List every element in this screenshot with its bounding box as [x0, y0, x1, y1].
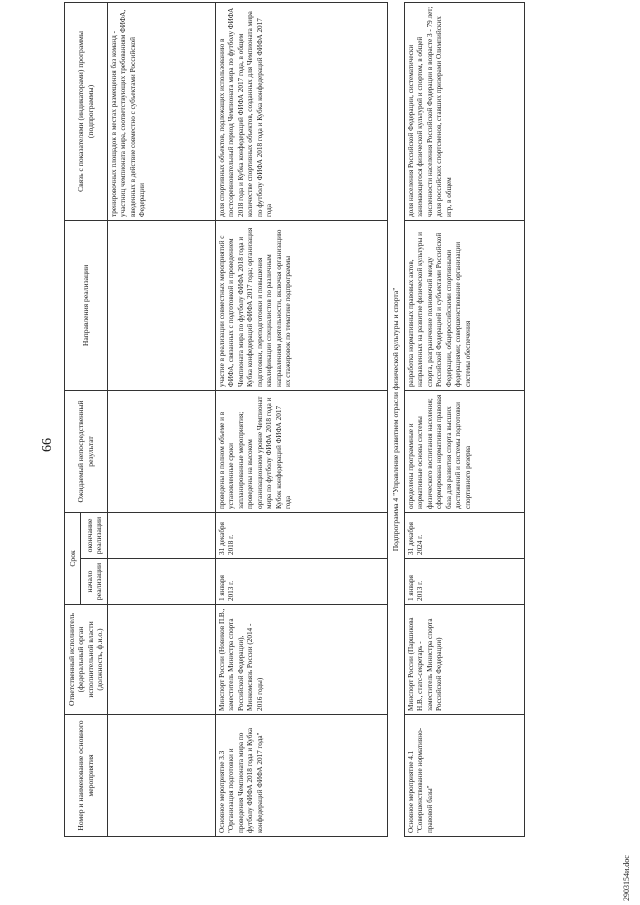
cell-directions: разработка нормативных правовых актов, направленных на развитие физической культуры и спорта, разграничение полномочий между Российской Федерацией и субъектами Российской Федерации, общероссийскими спортивными федерациями; совершенствование организации системы обеспечения — [404, 220, 524, 390]
cell-expected-result: проведены в полном объеме и в установленные сроки запланированные мероприятия; проведены на высоком организационном уровне Чемпионат мира по футболу ФИФА 2018 года и Кубок конфедераций ФИФА 2017 года — [215, 390, 387, 512]
subprogram-row — [387, 2, 404, 836]
header-end: окончание реализации — [81, 512, 108, 558]
cell-responsible: Минспорт России (Паршикова Н.В., статс-секретарь - заместитель Министра спорта Российской Федерации) — [404, 605, 524, 715]
header-expected-result: Ожидаемый непосредственный результат — [65, 390, 108, 512]
cell-expected-result: определены программные и нормативные основы системы физического воспитания населения; сформирована нормативная правовая база для развития спорта высших достижений и системы подготовки спортивного резерва — [404, 390, 524, 512]
header-directions: Направления реализации — [65, 220, 108, 390]
measures-table — [64, 2, 525, 837]
cell-end-date: 31 декабря 2018 г. — [215, 512, 387, 558]
table-row — [215, 2, 387, 836]
cell-start-date: 1 января 2013 г. — [215, 559, 387, 605]
table-row — [107, 2, 215, 836]
cell-indicators: доля населения Российской Федерации, систематически занимающегося физической культурой и спортом, в общей численности населения Российской Федерации в возрасте 3 - 79 лет; доля российских спортсменов, ставших призерами Олимпийских игр, в общем — [404, 2, 524, 220]
cell-measure-name: Основное мероприятие 4.1 "Совершенствование нормативно-правовой базы" — [404, 715, 524, 837]
cell-directions: участие в реализации совместных мероприятий с ФИФА, связанных с подготовкой и проведением Чемпионата мира по футболу ФИФА 2018 года и Кубка конфедераций ФИФА 2017 года; организация подготовки, переподготовки и повышения квалификации специалистов по различным направлениям деятельности, включая организацию их стажировок по тематике подпрограммы — [215, 220, 387, 390]
cell-measure-name: Основное мероприятие 3.3 "Организация подготовки и проведения Чемпионата мира по футболу ФИФА 2018 года и Кубка конфедераций ФИФА 2017 года" — [215, 715, 387, 837]
page-number: 66 — [40, 438, 55, 452]
subprogram-title: Подпрограмма 4 "Управление развитием отрасли физической культуры и спорта" — [387, 2, 404, 836]
header-term: Срок — [65, 512, 81, 604]
document-id: 2903154и.doc — [622, 855, 631, 901]
cell-indicators-continued: тренировочных площадок в местах размещения баз команд - участниц чемпионата мира, соответствующих требованиям ФИФА, введенных в действие совместно с субъектами Российской Федерации — [107, 2, 215, 220]
cell-indicators: доля спортивных объектов, подлежащих использованию в постсоревновательный период Чемпионата мира по футболу ФИФА 2018 года и Кубка конфедераций ФИФА 2017 года, в общем количестве спортивных объектов, созданных для Чемпионата мира по футболу ФИФА 2018 года и Кубка конфедераций ФИФА 2017 года — [215, 2, 387, 220]
cell-end-date: 31 декабря 2024 г. — [404, 512, 524, 558]
cell-start-date: 1 января 2013 г. — [404, 559, 524, 605]
table-row — [404, 2, 524, 836]
header-indicators: Связь с показателями (индикаторами) программы (подпрограммы) — [65, 2, 108, 220]
header-responsible: Ответственный исполнитель (федеральный орган исполнительной власти (должность, ф.и.о.) — [65, 605, 108, 715]
cell-responsible: Минспорт России (Новиков П.В., заместитель Министра спорта Российской Федерации), Минкомсвязь России (2014 - 2016 годы) — [215, 605, 387, 715]
header-number-name: Номер и наименование основного мероприятия — [65, 715, 108, 837]
header-row — [65, 2, 81, 836]
header-start: начало реализации — [81, 559, 108, 605]
